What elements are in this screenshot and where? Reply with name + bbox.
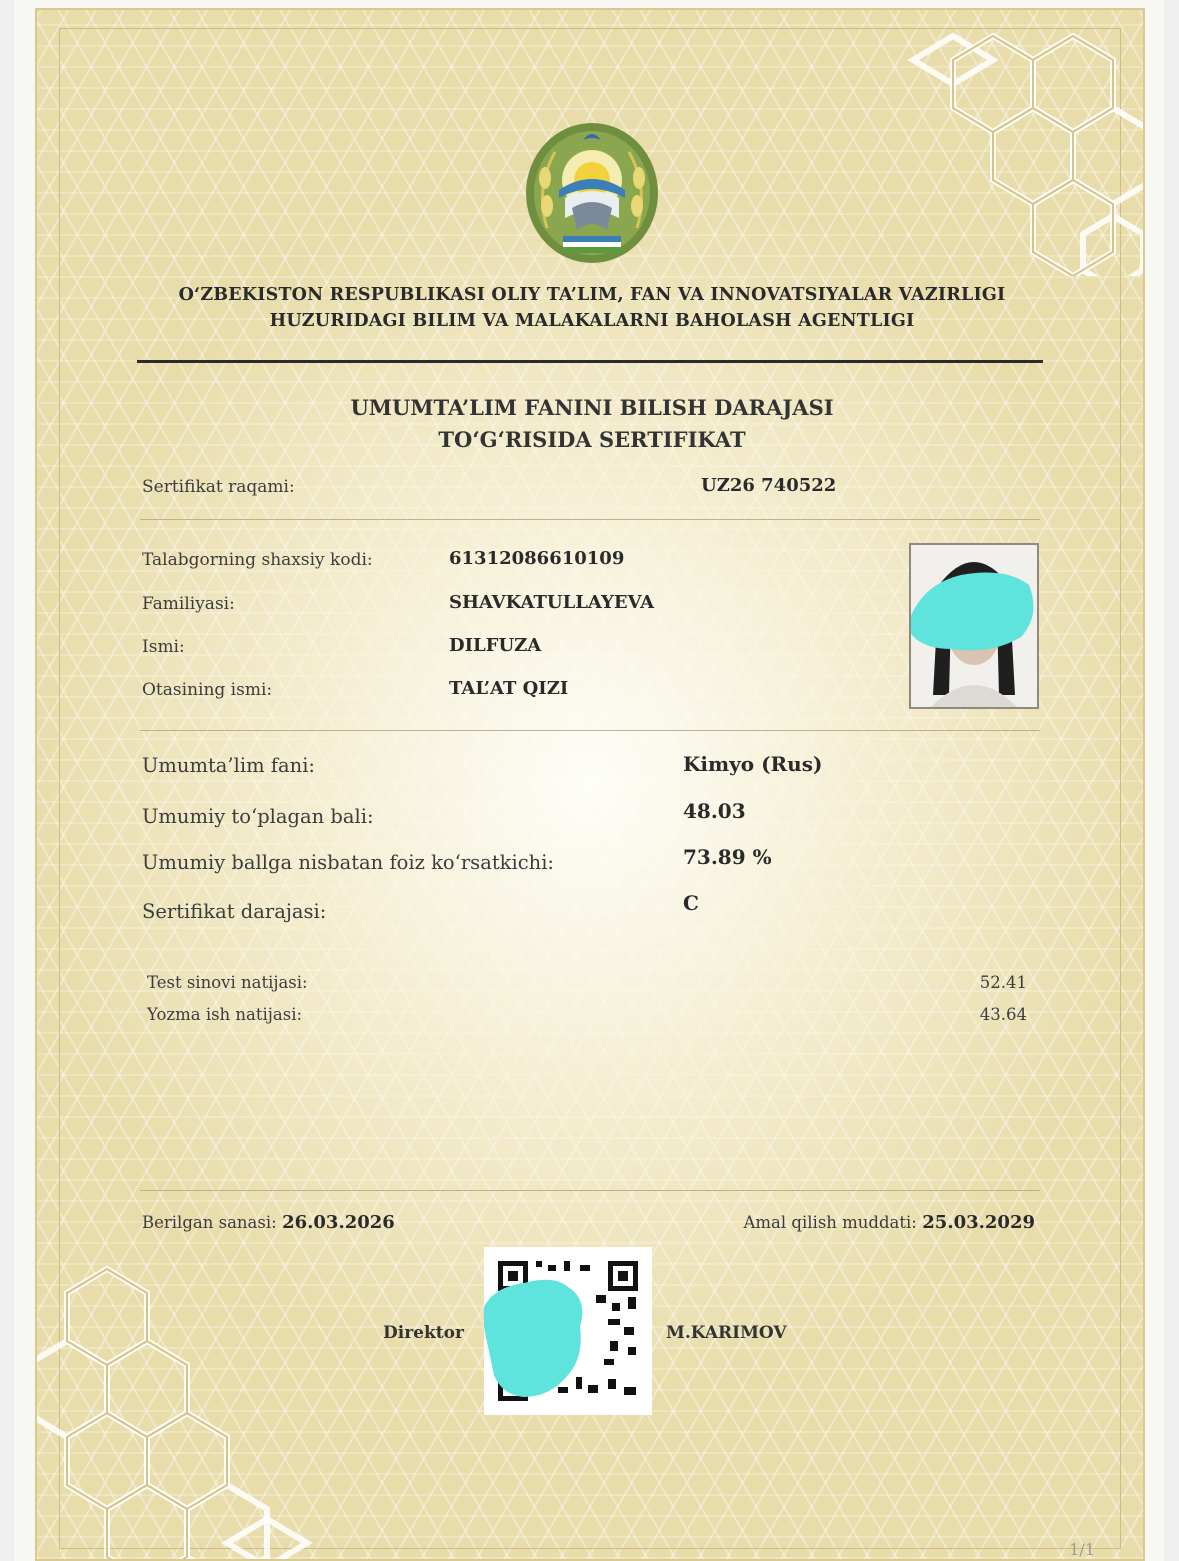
ministry-line-1: O‘ZBEKISTON RESPUBLIKASI OLIY TA’LIM, FAN VA INNOVATSIYALAR VAZIRLIGI	[178, 285, 1006, 305]
total-score-label: Umumiy to‘plagan bali:	[142, 805, 374, 828]
name-label: Ismi:	[142, 637, 185, 657]
level-value: C	[683, 891, 699, 915]
id-code-label: Talabgorning shaxsiy kodi:	[142, 550, 373, 570]
test-result-value: 52.41	[979, 973, 1027, 992]
surname-value: SHAVKATULLAYEVA	[449, 592, 655, 613]
percent-value: 73.89 %	[683, 845, 772, 869]
section-divider-3	[140, 1190, 1040, 1191]
subject-label: Umumta’lim fani:	[142, 754, 316, 777]
title-line-1: UMUMTA’LIM FANINI BILISH DARAJASI	[350, 395, 834, 420]
ministry-line-2: HUZURIDAGI BILIM VA MALAKALARNI BAHOLASH AGENTLIGI	[269, 311, 915, 331]
valid-until-date	[744, 1212, 1036, 1233]
subject-value: Kimyo (Rus)	[683, 752, 823, 776]
director-name: M.KARIMOV	[666, 1323, 787, 1343]
level-label: Sertifikat darajasi:	[142, 900, 327, 923]
percent-label: Umumiy ballga nisbatan foiz ko‘rsatkichi:	[142, 851, 554, 874]
test-result-label: Test sinovi natijasi:	[147, 973, 308, 992]
corner-ornament-top-right	[843, 16, 1143, 276]
certificate-number-label: Sertifikat raqami:	[142, 477, 295, 497]
issued-date	[142, 1212, 395, 1233]
qr-code	[484, 1247, 652, 1415]
total-score-value: 48.03	[683, 799, 746, 823]
holder-photo	[909, 543, 1039, 709]
certificate-document	[35, 8, 1145, 1561]
patronymic-value: TAL’AT QIZI	[449, 678, 569, 699]
surname-label: Familiyasi:	[142, 594, 235, 614]
holder-photo-image	[911, 545, 1037, 707]
issued-date-value: 26.03.2026	[282, 1212, 395, 1233]
certificate-title	[37, 392, 1147, 456]
header-divider	[137, 360, 1043, 363]
title-line-2: TO‘G‘RISIDA SERTIFIKAT	[438, 427, 746, 452]
section-divider-1	[140, 519, 1040, 520]
section-divider-2	[140, 730, 1040, 731]
certificate-number-value: UZ26 740522	[701, 475, 837, 496]
director-label: Direktor	[383, 1323, 464, 1343]
patronymic-label: Otasining ismi:	[142, 680, 273, 700]
corner-ornament-bottom-left	[37, 1249, 337, 1559]
written-result-value: 43.64	[979, 1005, 1027, 1024]
valid-until-value: 25.03.2029	[922, 1212, 1035, 1233]
state-emblem-icon	[517, 118, 667, 268]
page-indicator: 1/1	[1069, 1540, 1095, 1559]
name-value: DILFUZA	[449, 635, 542, 656]
ministry-header	[37, 282, 1147, 334]
id-code-value: 61312086610109	[449, 548, 625, 569]
written-result-label: Yozma ish natijasi:	[147, 1005, 303, 1024]
issued-date-label: Berilgan sanasi:	[142, 1213, 277, 1232]
valid-until-label: Amal qilish muddati:	[743, 1213, 917, 1232]
qr-code-icon	[484, 1247, 652, 1415]
